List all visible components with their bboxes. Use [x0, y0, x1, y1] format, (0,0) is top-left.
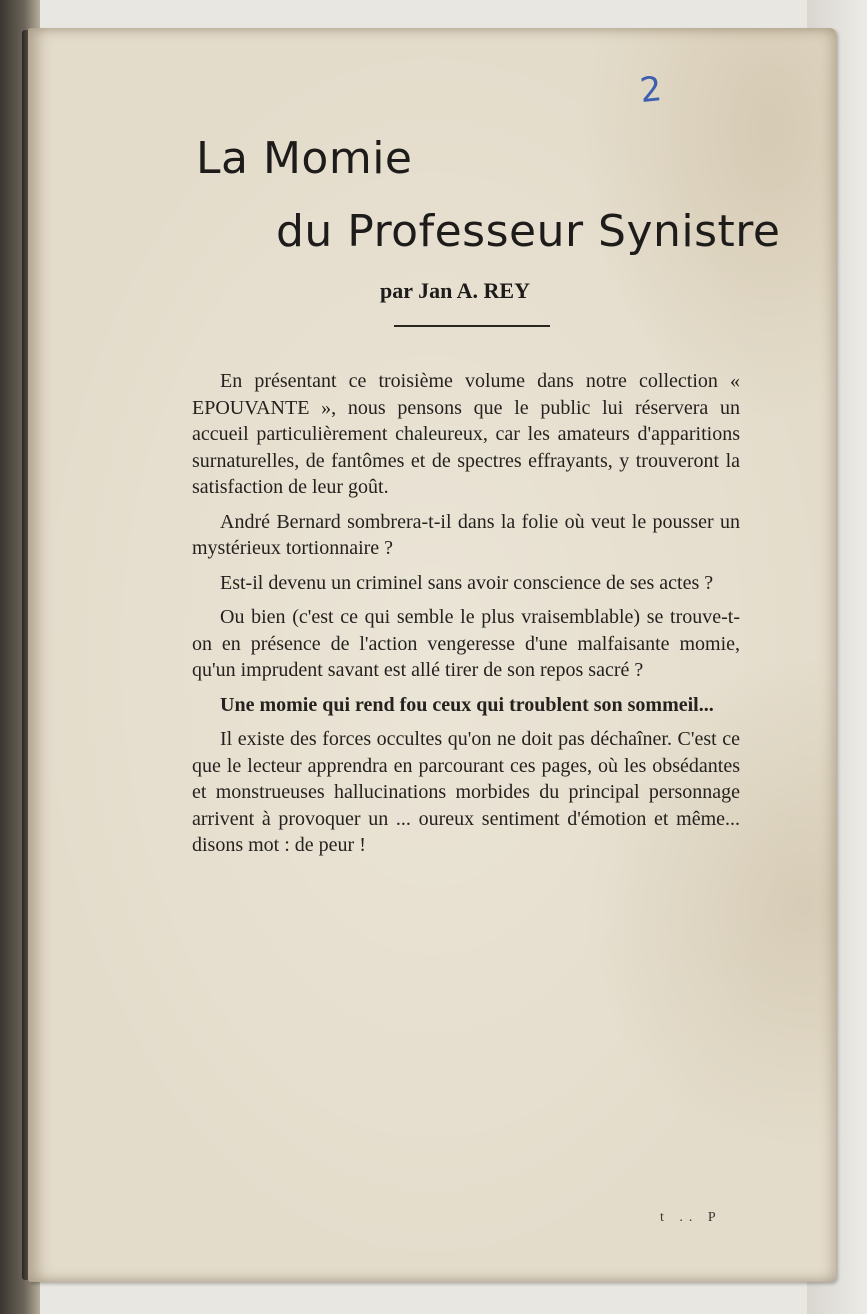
author-line: par Jan A. REY [380, 278, 530, 303]
handwritten-number: 2 [637, 68, 664, 112]
paragraph: Est-il devenu un criminel sans avoir conscience de ses actes ? [220, 571, 714, 594]
paragraph: Ou bien (c'est ce qui semble le plus vraisemblable) se trouve-t-on en présence de l'action vengeresse d'une malfaisante momie, qu'un imprudent savant est allé tirer de son repos sacré ? [192, 606, 740, 681]
title-line-2: du Professeur Synistre [276, 206, 781, 257]
paragraph: André Bernard sombrera-t-il dans la folie où veut le pousser un mystérieux tortionnaire ? [192, 510, 740, 559]
blurb-text [192, 368, 740, 867]
title-line-1: La Momie [196, 133, 413, 184]
title-divider [394, 325, 550, 327]
paragraph: Il existe des forces occultes qu'on ne doit pas déchaîner. C'est ce que le lecteur apprendra en parcourant ces pages, où les obsédantes et monstrueuses hallucinations morbides du principal personnage arrivent à provoquer un ... oureux sentiment d'émotion et même... disons mot : de peur ! [192, 728, 740, 856]
paragraph-bold: Une momie qui rend fou ceux qui troublent son sommeil... [220, 693, 714, 716]
paragraph: En présentant ce troisième volume dans notre collection « EPOUVANTE », nous pensons que le public lui réservera un accueil particulièrement chaleureux, car les amateurs d'apparitions surnaturelles, de fantômes et de spectres effrayants, y trouveront la satisfaction de leur goût. [192, 370, 740, 498]
printer-mark: t .. P [660, 1210, 722, 1225]
